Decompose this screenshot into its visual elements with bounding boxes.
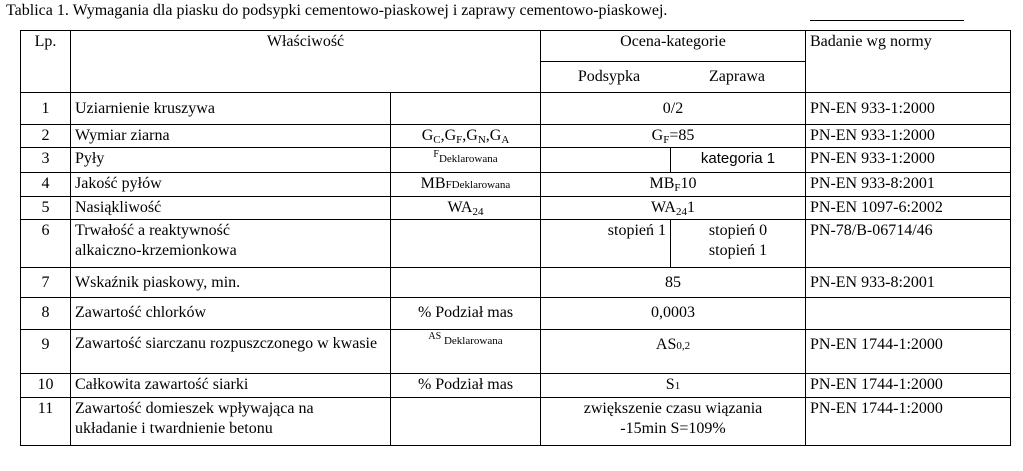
row-norm: PN-EN 933-1:2000 [806,148,1011,173]
table-row [21,330,1011,374]
row-value-line: zwiększenie czasu wiązania [583,400,763,417]
header-norm: Badanie wg normy [806,31,1011,93]
row-norm: PN-EN 1097-6:2002 [806,197,1011,220]
row-lp: 10 [21,374,71,398]
table-row [21,148,1011,173]
row-property-line: układanie i twardnienie betonu [75,420,273,437]
header-podsypka: Podsypka [577,68,641,85]
row-value-podsypka: stopień 1 [541,220,671,268]
row-symbol: $WA_{24}$ [391,197,541,220]
row-lp: 4 [21,173,71,197]
row-symbol [391,398,541,446]
row-norm: PN-EN 933-8:2001 [806,268,1011,298]
row-property: Zawartość chlorków [71,298,391,330]
row-lp: 1 [21,93,71,125]
row-property [71,398,391,446]
table-row [21,197,1011,220]
row-symbol: MBFDeklarowana [391,173,541,197]
row-symbol: % Podział mas [391,374,541,398]
table-row [21,268,1011,298]
row-property-line: Trwałość a reaktywność [75,222,230,239]
row-value-line: stopień 1 [708,242,768,259]
row-norm: PN-EN 1744-1:2000 [806,398,1011,446]
row-property: Pyły [71,148,391,173]
row-property-line: Zawartość domieszek wpływająca na [75,400,314,417]
row-symbol: % Podział mas [391,298,541,330]
table-row [21,374,1011,398]
row-value-zaprawa [671,220,806,268]
table-row [21,93,1011,125]
row-lp: 3 [21,148,71,173]
row-lp: 9 [21,330,71,374]
header-row [21,31,1011,62]
row-value: AS0,2 [541,330,806,374]
row-value-podsypka [541,148,671,173]
row-property: Wskaźnik piaskowy, min. [71,268,391,298]
header-evaluation: Ocena-kategorie [541,31,806,62]
row-lp: 2 [21,125,71,148]
table-row [21,173,1011,197]
row-lp: 11 [21,398,71,446]
row-norm: PN-78/B-06714/46 [806,220,1011,268]
caption-underline [810,20,964,21]
requirements-table [20,30,1011,446]
row-property-line: alkaiczno-krzemionkowa [75,242,237,259]
row-value: $WA_{24}1$ [541,197,806,220]
header-subcategories [541,62,806,93]
row-value: 0,0003 [541,298,806,330]
table-row [21,125,1011,148]
row-norm [806,298,1011,330]
row-symbol: $^{AS}$ Deklarowana [391,330,541,374]
row-value: 0/2 [541,93,806,125]
row-value [541,398,806,446]
row-lp: 8 [21,298,71,330]
row-norm: PN-EN 933-1:2000 [806,93,1011,125]
row-norm: PN-EN 1744-1:2000 [806,374,1011,398]
row-property: Całkowita zawartość siarki [71,374,391,398]
header-lp: Lp. [21,31,71,93]
row-property: Zawartość siarczanu rozpuszczonego w kwasie [71,330,391,374]
table-row [21,220,1011,268]
row-value: $MB_F10$ [541,173,806,197]
row-lp: 6 [21,220,71,268]
row-value: S1 [541,374,806,398]
table-caption: Tablica 1. Wymagania dla piasku do podsypki cementowo-piaskowej i zaprawy cementowo-piaskowej. [6,2,668,19]
header-property: Właściwość [71,31,541,93]
row-symbol: $^F$Deklarowana [391,148,541,173]
table-row [21,298,1011,330]
row-lp: 5 [21,197,71,220]
row-lp: 7 [21,268,71,298]
row-norm: PN-EN 933-8:2001 [806,173,1011,197]
header-zaprawa: Zaprawa [709,68,765,85]
row-property: Nasiąkliwość [71,197,391,220]
row-symbol: $G_C,G_F,G_N,G_A$ [391,125,541,148]
row-value: $G_F=85$ [541,125,806,148]
table-row [21,398,1011,446]
row-property: Jakość pyłów [71,173,391,197]
row-norm: PN-EN 1744-1:2000 [806,330,1011,374]
row-symbol [391,93,541,125]
row-symbol [391,268,541,298]
row-value-line: stopień 0 [708,222,768,239]
row-property: Uziarnienie kruszywa [71,93,391,125]
row-value-line: -15min S=109% [620,420,726,437]
row-symbol [391,220,541,268]
row-property: Wymiar ziarna [71,125,391,148]
row-property [71,220,391,268]
row-value: 85 [541,268,806,298]
row-value-zaprawa: kategoria 1 [671,148,806,173]
row-norm: PN-EN 933-1:2000 [806,125,1011,148]
